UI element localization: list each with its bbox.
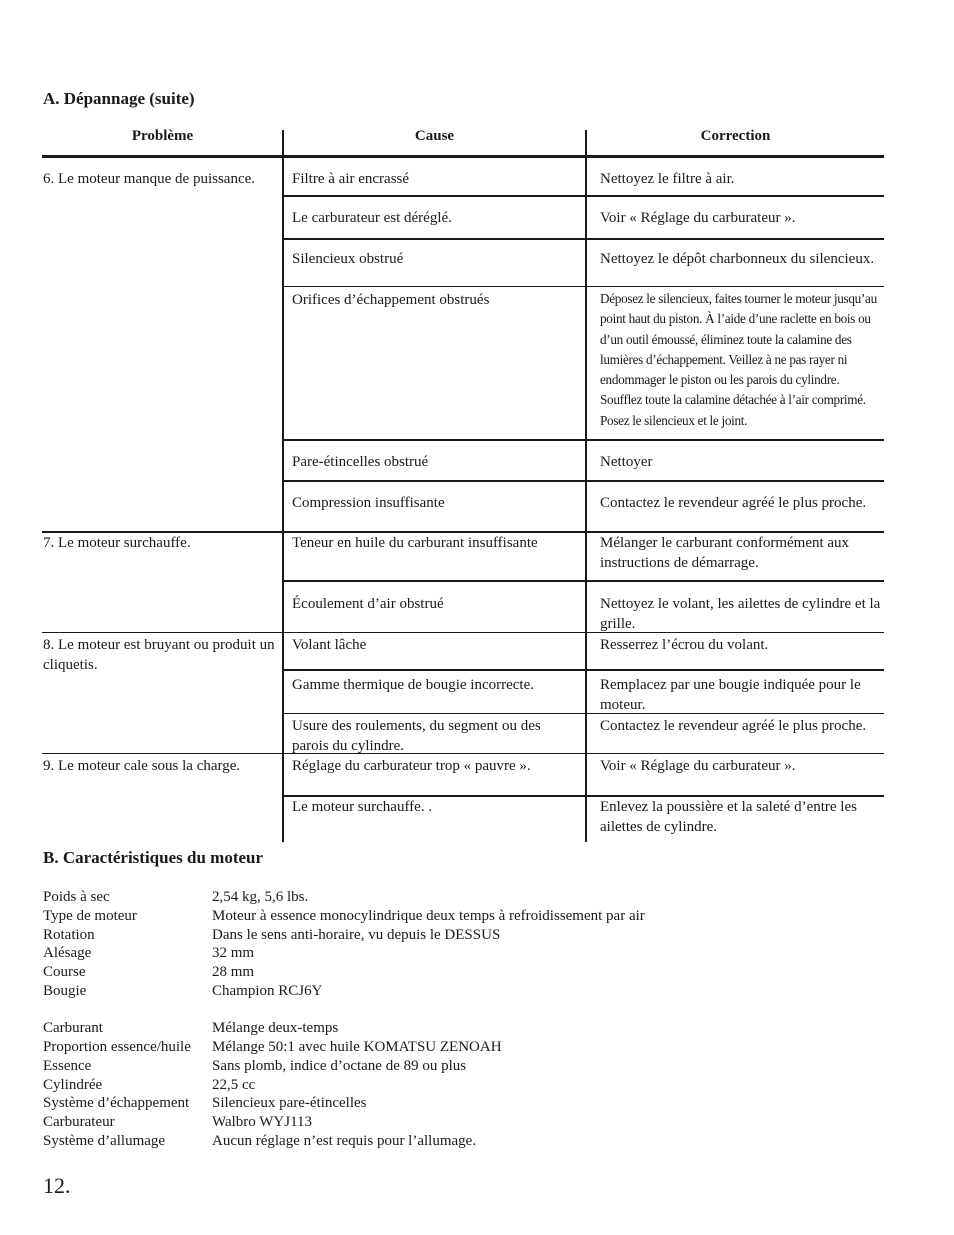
spec-value: Silencieux pare-étincelles (212, 1095, 367, 1111)
spec-label: Essence (43, 1058, 92, 1074)
correction-cell: Remplacez par une bougie indiquée pour le moteur. (600, 677, 861, 713)
row-rule (284, 195, 884, 197)
spec-label: Système d’échappement (43, 1095, 190, 1111)
spec-label: Course (43, 964, 86, 980)
row-rule (284, 286, 884, 287)
cause-cell: Compression insuffisante (292, 495, 445, 511)
spec-value: Walbro WYJ113 (212, 1114, 313, 1130)
cause-cell: Filtre à air encrassé (292, 171, 410, 187)
spec-label: Bougie (43, 983, 87, 999)
cause-cell: Le carburateur est déréglé. (292, 210, 452, 226)
cause-cell: Volant lâche (292, 637, 367, 653)
correction-cell: Déposez le silencieux, faites tourner le moteur jusqu’au point haut du piston. À l’aide d’une raclette en bois ou d’un outil émoussé, éliminez toute la calamine des lumières d’échappement. Veillez à ne pas rayer ni endommager le piston ou les parois du cylindre. Soufflez toute la calamine détachée à l’air comprimé. Posez le silencieux et le joint. (600, 291, 877, 428)
row-rule (284, 439, 884, 441)
spec-label: Cylindrée (43, 1077, 103, 1093)
section-b-heading: B. Caractéristiques du moteur (43, 848, 264, 867)
row-rule (284, 238, 884, 240)
problem-7: 7. Le moteur surchauffe. (43, 535, 191, 551)
column-divider-2 (585, 130, 587, 842)
cause-cell: Teneur en huile du carburant insuffisante (292, 535, 538, 551)
spec-value: 28 mm (212, 964, 255, 980)
spec-label: Alésage (43, 945, 92, 961)
correction-cell: Nettoyez le dépôt charbonneux du silencieux. (600, 251, 875, 267)
problem-9: 9. Le moteur cale sous la charge. (43, 758, 241, 774)
cause-cell: Usure des roulements, du segment ou des parois du cylindre. (292, 718, 541, 754)
spec-label: Poids à sec (43, 889, 110, 905)
correction-cell: Nettoyer (600, 454, 653, 470)
correction-cell: Nettoyez le volant, les ailettes de cylindre et la grille. (600, 596, 881, 632)
correction-cell: Resserrez l’écrou du volant. (600, 637, 769, 653)
spec-value: Dans le sens anti-horaire, vu depuis le DESSUS (212, 927, 501, 943)
spec-value: Mélange deux-temps (212, 1020, 339, 1036)
header-correction: Correction (700, 128, 771, 144)
header-rule (42, 155, 884, 158)
spec-value: Moteur à essence monocylindrique deux temps à refroidissement par air (212, 908, 645, 924)
correction-cell: Contactez le revendeur agréé le plus proche. (600, 495, 867, 511)
row-rule (284, 669, 884, 671)
spec-label: Proportion essence/huile (43, 1039, 191, 1055)
problem-8: 8. Le moteur est bruyant ou produit un cliquetis. (43, 637, 275, 673)
spec-label: Système d’allumage (43, 1133, 166, 1149)
section-a-heading: A. Dépannage (suite) (43, 89, 195, 108)
cause-cell: Pare-étincelles obstrué (292, 454, 429, 470)
correction-cell: Voir « Réglage du carburateur ». (600, 758, 796, 774)
cause-cell: Orifices d’échappement obstrués (292, 292, 490, 308)
spec-value: Champion RCJ6Y (212, 983, 323, 999)
page-number: 12. (43, 1173, 71, 1198)
correction-cell: Voir « Réglage du carburateur ». (600, 210, 796, 226)
column-divider-1 (282, 130, 284, 842)
spec-label: Carburant (43, 1020, 103, 1036)
header-cause: Cause (414, 128, 455, 144)
cause-cell: Silencieux obstrué (292, 251, 404, 267)
spec-value: Mélange 50:1 avec huile KOMATSU ZENOAH (212, 1039, 502, 1055)
cause-cell: Le moteur surchauffe. . (292, 799, 433, 815)
spec-label: Type de moteur (43, 908, 137, 924)
header-problem: Problème (131, 128, 194, 144)
correction-cell: Enlevez la poussière et la saleté d’entre les ailettes de cylindre. (600, 799, 857, 835)
spec-value: Aucun réglage n’est requis pour l’allumage. (212, 1133, 477, 1149)
cause-cell: Écoulement d’air obstrué (292, 596, 444, 612)
spec-value: 32 mm (212, 945, 255, 961)
problem-6: 6. Le moteur manque de puissance. (43, 171, 256, 187)
spec-value: 22,5 cc (212, 1077, 256, 1093)
spec-value: 2,54 kg, 5,6 lbs. (212, 889, 309, 905)
spec-label: Carburateur (43, 1114, 115, 1130)
cause-cell: Gamme thermique de bougie incorrecte. (292, 677, 534, 693)
correction-cell: Mélanger le carburant conformément aux instructions de démarrage. (600, 535, 850, 571)
spec-label: Rotation (43, 927, 95, 943)
correction-cell: Contactez le revendeur agréé le plus proche. (600, 718, 867, 734)
row-rule (284, 480, 884, 482)
correction-cell: Nettoyez le filtre à air. (600, 171, 735, 187)
cause-cell: Réglage du carburateur trop « pauvre ». (292, 758, 531, 774)
row-rule (284, 580, 884, 582)
spec-value: Sans plomb, indice d’octane de 89 ou plus (212, 1058, 467, 1074)
